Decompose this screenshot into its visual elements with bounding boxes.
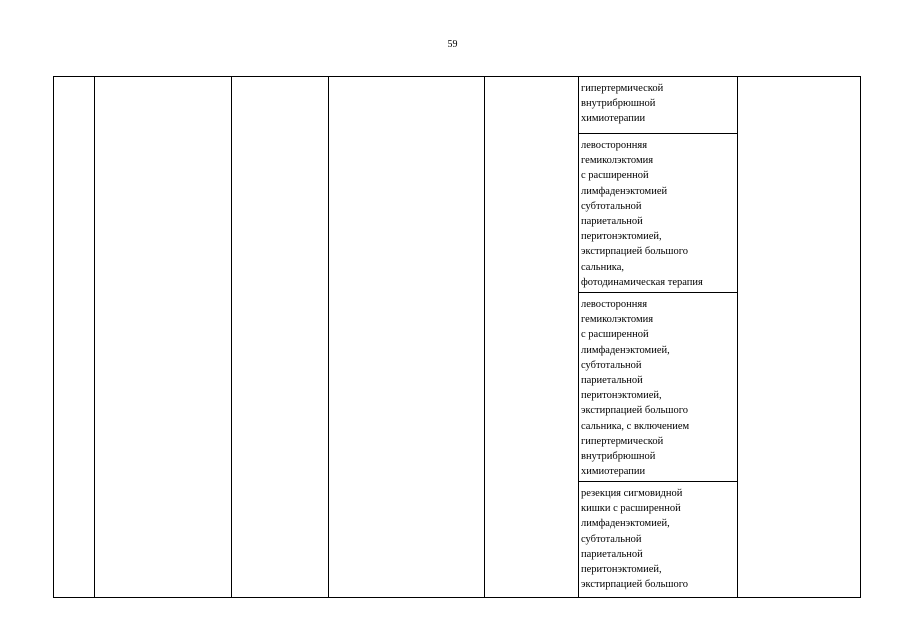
procedures-table xyxy=(53,76,861,598)
procedure-cell: левосторонняя гемиколэктомия с расширенной лимфаденэктомией субтотальной париетальной перитонэктомией, экстирпацией большого сальника, фотодинамическая терапия xyxy=(581,140,703,288)
procedure-cell: левосторонняя гемиколэктомия с расширенной лимфаденэктомией, субтотальной париетальной перитонэктомией, экстирпацией большого сальника, с включением гипертермической внутрибрюшной химиотерапии xyxy=(581,299,690,478)
procedure-cell: резекция сигмовидной кишки с расширенной лимфаденэктомией, субтотальной париетальной перитонэктомией, экстирпацией большого xyxy=(581,488,688,591)
column-divider xyxy=(328,77,329,597)
column-divider xyxy=(231,77,232,597)
column-divider xyxy=(94,77,95,597)
procedure-cell: гипертермической внутрибрюшной химиотерапии xyxy=(581,83,664,125)
column-divider xyxy=(737,77,738,597)
column-divider xyxy=(484,77,485,597)
page-number: 59 xyxy=(447,39,458,50)
